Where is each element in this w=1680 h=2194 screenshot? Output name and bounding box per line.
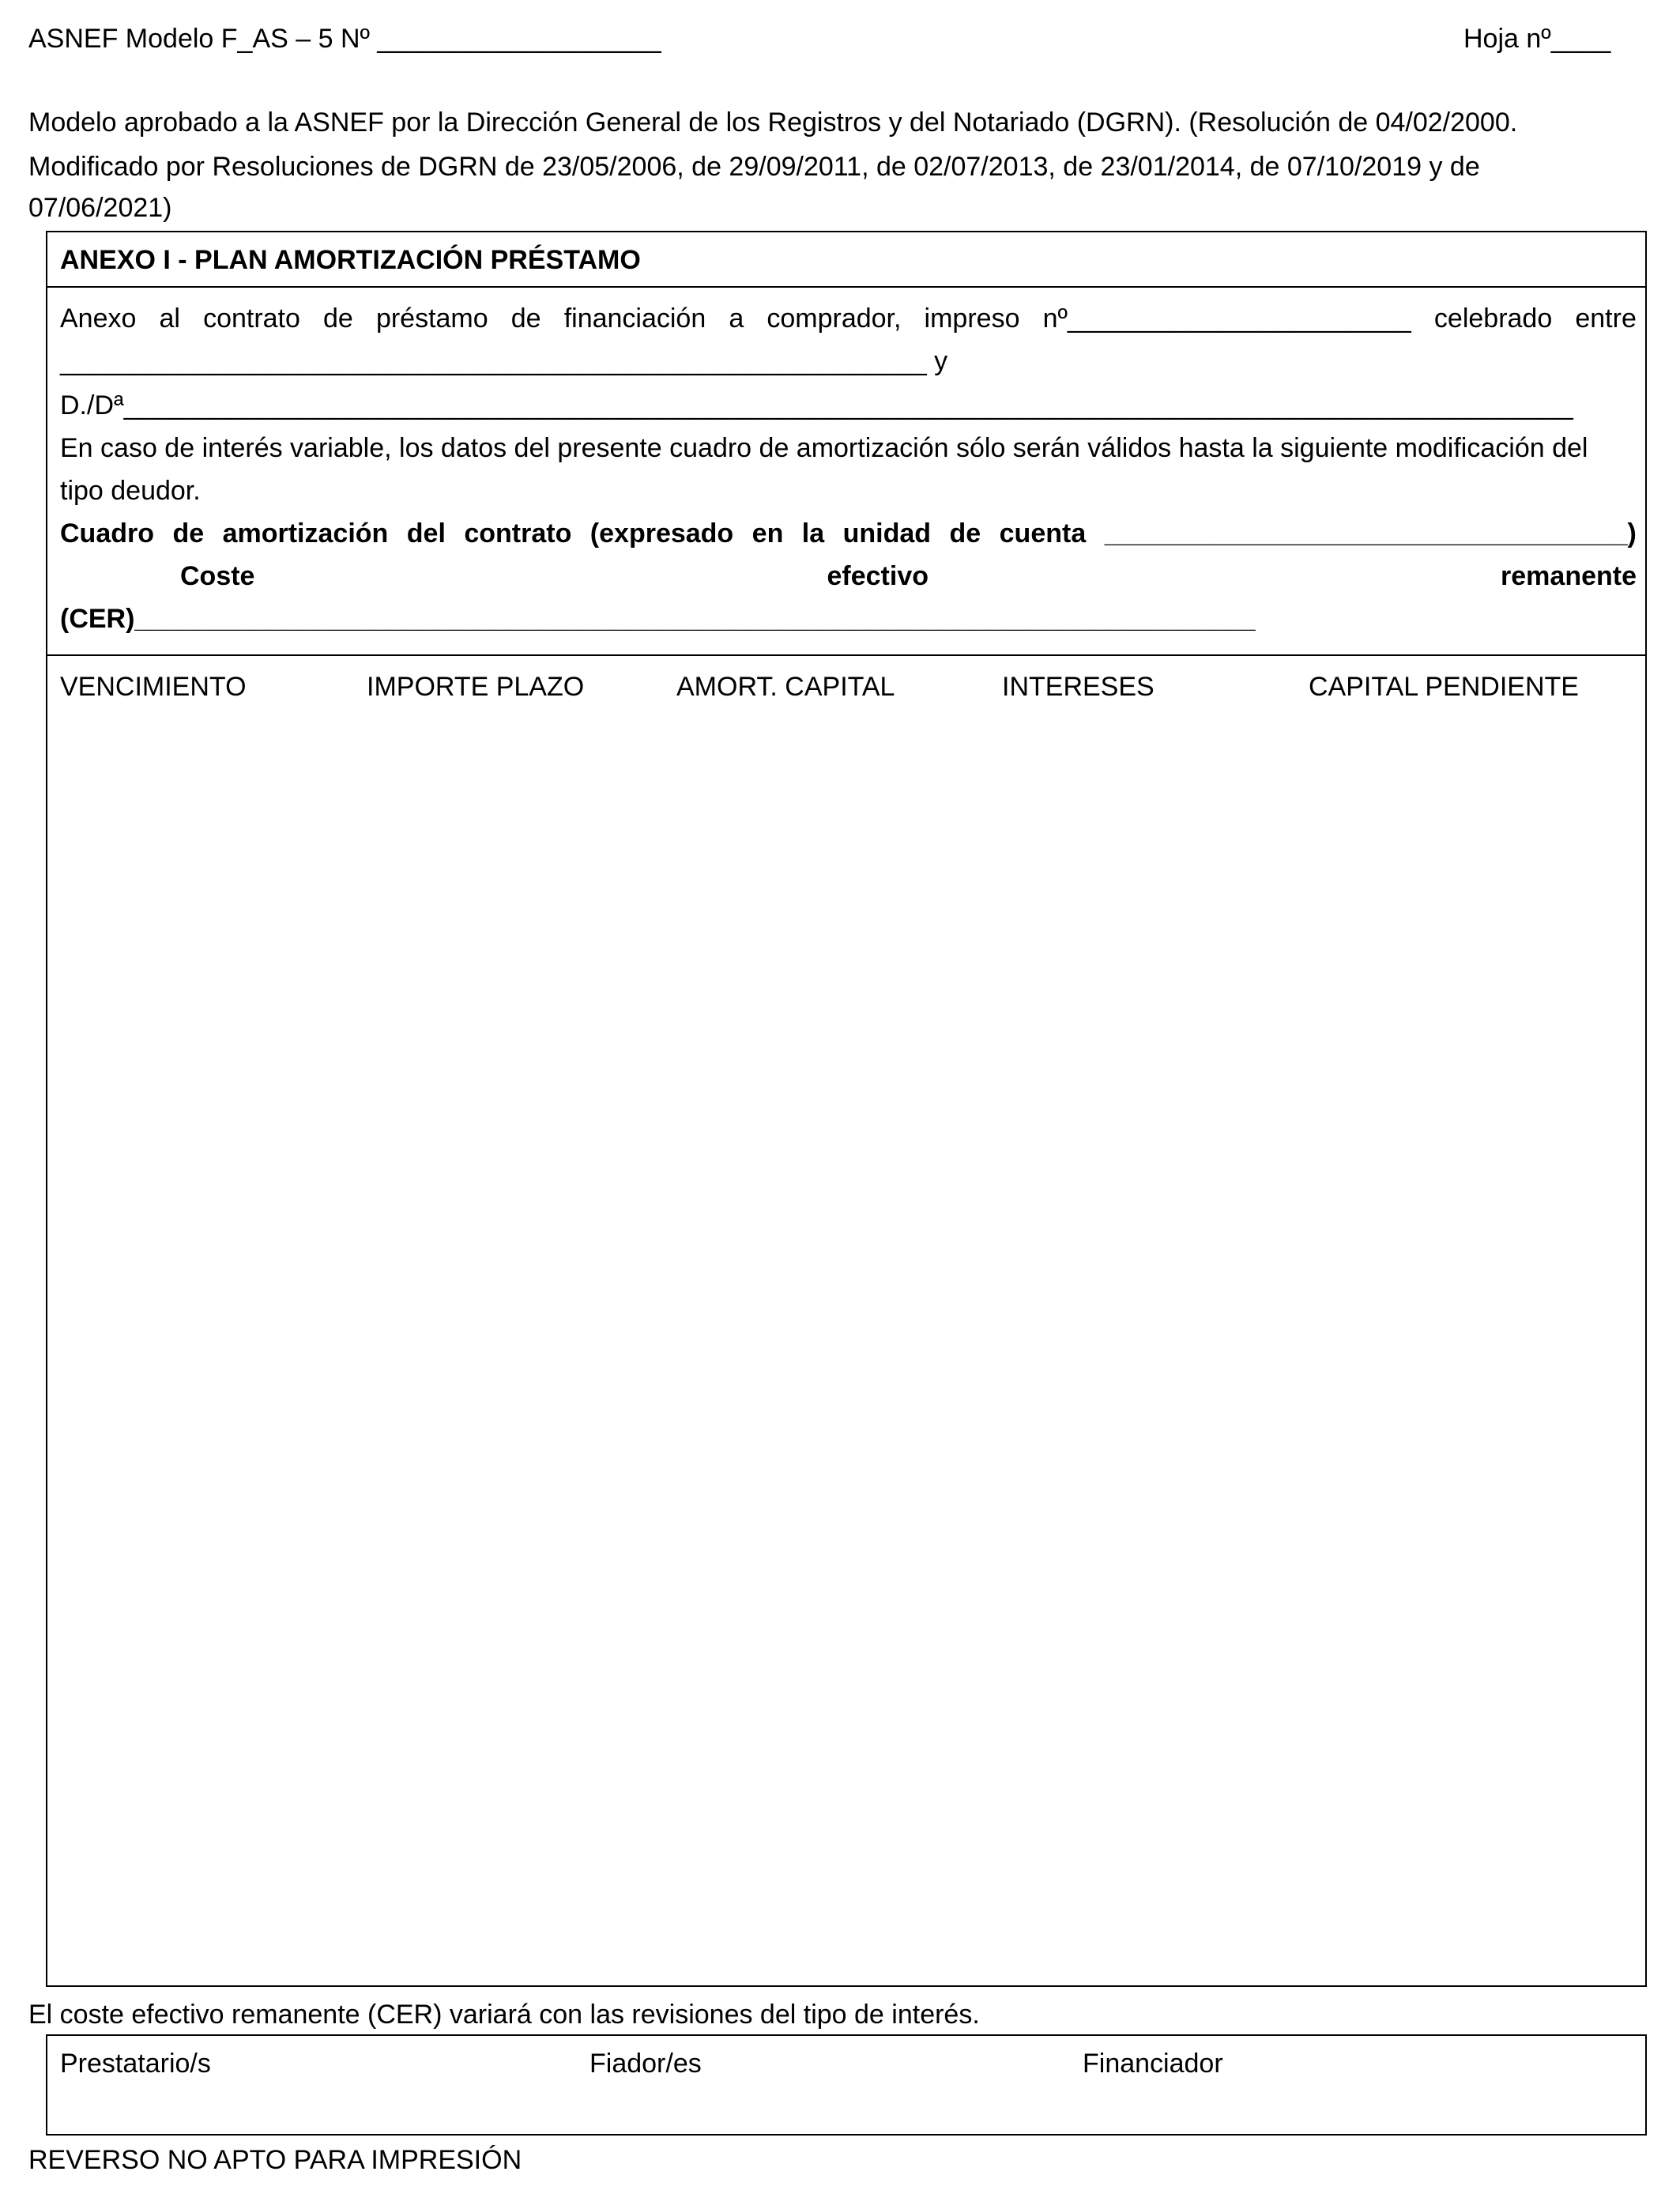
contract-line-word: Anexo [60, 303, 137, 334]
contract-line-word: a [729, 303, 744, 334]
header-amort-capital: AMORT. CAPITAL [676, 672, 895, 702]
contract-line-word: al [159, 303, 180, 334]
parties-blank-line: __________________________________________________________ y [60, 346, 948, 376]
approval-line-3: 07/06/2021) [28, 193, 172, 223]
coste-line-word: remanente [1501, 561, 1637, 591]
contract-line-word: impreso [924, 303, 1020, 334]
header-capital-pendiente: CAPITAL PENDIENTE [1309, 672, 1579, 702]
cuadro-line-word: ___________________________________) [1104, 518, 1637, 548]
header-intereses: INTERESES [1002, 672, 1155, 702]
cuadro-line-word: la [801, 518, 825, 548]
cuadro-line-word: del [406, 518, 446, 548]
contract-line-word: celebrado [1433, 303, 1553, 334]
approval-line-2: Modificado por Resoluciones de DGRN de 23/05/2006, de 29/09/2011, de 02/07/2013, de 23/01/2014, de 07/10/2019 y de [28, 152, 1480, 182]
title-divider [46, 286, 1647, 288]
signature-box [46, 2034, 1647, 2136]
sheet-number-header: Hoja nº____ [1463, 24, 1611, 54]
anexo-title: ANEXO I - PLAN AMORTIZACIÓN PRÉSTAMO [60, 245, 641, 275]
cuadro-line-word: Cuadro [60, 518, 154, 548]
cuadro-line-word: en [751, 518, 784, 548]
signature-prestatario: Prestatario/s [60, 2049, 211, 2079]
model-number-header: ASNEF Modelo F_AS – 5 Nº ___________________ [28, 24, 661, 54]
cuadro-line-word: de [949, 518, 981, 548]
cuadro-line-word: amortización [222, 518, 389, 548]
variable-interest-note: En caso de interés variable, los datos del presente cuadro de amortización sólo serán válidos hasta la siguiente modificación del [60, 433, 1588, 463]
cuadro-line-word: de [172, 518, 205, 548]
contract-line-word: de [510, 303, 541, 334]
cer-note: El coste efectivo remanente (CER) variará con las revisiones del tipo de interés. [28, 2000, 980, 2030]
variable-interest-note-end: tipo deudor. [60, 476, 201, 506]
cer-blank-line: (CER)___________________________________________________________________________ [60, 604, 1256, 634]
anexo-contract-line [60, 303, 1637, 334]
header-importe-plazo: IMPORTE PLAZO [367, 672, 585, 702]
contract-line-word: contrato [203, 303, 300, 334]
signature-fiador: Fiador/es [590, 2049, 702, 2079]
coste-line [180, 561, 1637, 592]
table-header-divider [46, 654, 1647, 656]
header-vencimiento: VENCIMIENTO [60, 672, 247, 702]
approval-line-1: Modelo aprobado a la ASNEF por la Dirección General de los Registros y del Notariado (DGRN). (Resolución de 04/02/2000. [28, 107, 1518, 138]
coste-line-word: efectivo [827, 561, 929, 591]
coste-line-word: Coste [180, 561, 255, 591]
contract-line-word: financiación [563, 303, 706, 334]
amortization-plan-box [46, 231, 1647, 1987]
cuadro-line-word: cuenta [999, 518, 1087, 548]
dona-blank-line: D./Dª_________________________________________________________________________________________________ [60, 390, 1573, 420]
reverso-note: REVERSO NO APTO PARA IMPRESIÓN [28, 2145, 522, 2175]
cuadro-line-word: contrato [464, 518, 572, 548]
contract-line-word: entre [1575, 303, 1637, 334]
cuadro-line [60, 518, 1637, 549]
contract-line-word: nº_______________________ [1042, 303, 1411, 334]
cuadro-line-word: unidad [842, 518, 932, 548]
contract-line-word: préstamo [375, 303, 488, 334]
signature-financiador: Financiador [1083, 2049, 1223, 2079]
cuadro-line-word: (expresado [590, 518, 734, 548]
contract-line-word: de [323, 303, 353, 334]
contract-line-word: comprador, [767, 303, 902, 334]
